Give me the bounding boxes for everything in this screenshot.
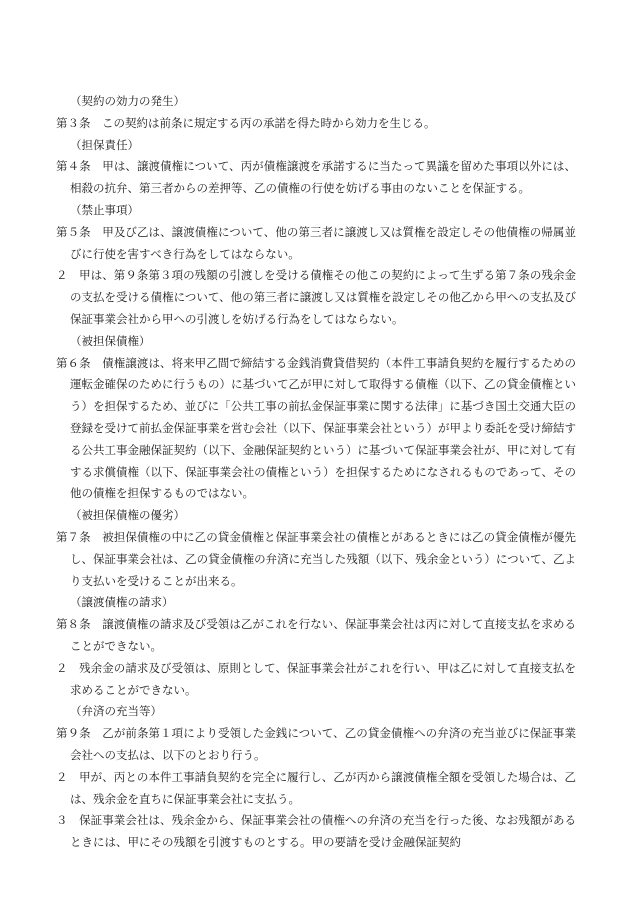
article-8-paragraph-2: ２ 残余金の請求及び受領は、原則として、保証事業会社がこれを行い、甲は乙に対して直接支払を求めることができない。 — [56, 660, 576, 697]
article-8: 第８条 譲渡債権の請求及び受領は乙がこれを行ない、保証事業会社は丙に対して直接支払を求めることができない。 — [56, 617, 576, 653]
section-heading: （被担保債権） — [70, 333, 151, 348]
article-5-paragraph-2: ２ 甲は、第９条第３項の残額の引渡しを受ける債権その他この契約によって生ずる第７条の残余金の支払を受ける債権について、他の第三者に譲渡し又は質権を設定しその他乙から甲への支払及び保証事業会社から甲への引渡しを妨げる行為をしてはならない。 — [56, 268, 576, 326]
article-4: 第４条 甲は、譲渡債権について、丙が債権譲渡を承諾するに当たって異議を留めた事項以外には、相殺の抗弁、第三者からの差押等、乙の債権の行使を妨げる事由のないことを保証する。 — [56, 159, 576, 196]
article-9-paragraph-3: ３ 保証事業会社は、残余金から、保証事業会社の債権への弁済の充当を行った後、なお残額があるときには、甲にその残額を引渡すものとする。甲の要請を受け金融保証契約 — [56, 813, 576, 850]
article-9: 第９条 乙が前条第１項により受領した金銭について、乙の貸金債権への弁済の充当並びに保証事業会社への支払は、以下のとおり行う。 — [56, 726, 576, 762]
article-7: 第７条 被担保債権の中に乙の貸金債権と保証事業会社の債権とがあるときには乙の貸金債権が優先し、保証事業会社は、乙の貸金債権の弁済に充当した残額（以下、残余金という）について、乙より支払いを受けることが出来る。 — [56, 529, 576, 588]
article-5: 第５条 甲及び乙は、譲渡債権について、他の第三者に譲渡し又は質権を設定しその他債権の帰属並びに行使を害すべき行為をしてはならない。 — [56, 224, 576, 261]
article-6: 第６条 債権譲渡は、将来甲乙間で締結する金銭消費貸借契約（本件工事請負契約を履行するための運転金確保のために行うもの）に基づいて乙が甲に対して取得する債権（以下、乙の貸金債権という）を担保するため、並びに「公共工事の前払金保証事業に関する法律」に基づき国土交通大臣の登録を受けて前払金保証事業を営む会社（以下、保証事業会社という）が甲より委託を受け締結する公共工事金融保証契約（以下、金融保証契約という）に基づいて保証事業会社が、甲に対して有する求償債権（以下、保証事業会社の債権という）を担保するためになされるものであって、その他の債権を担保するものではない。 — [56, 355, 576, 501]
section-heading: （被担保債権の優劣） — [70, 508, 185, 523]
section-heading: （担保責任） — [70, 137, 139, 152]
article-3: 第３条 この契約は前条に規定する丙の承諾を得た時から効力を生じる。 — [56, 115, 436, 130]
section-heading: （契約の効力の発生） — [70, 94, 185, 108]
section-heading: （禁止事項） — [70, 202, 139, 217]
article-9-paragraph-2: ２ 甲が、丙との本件工事請負契約を完全に履行し、乙が丙から譲渡債権全額を受領した場合は、乙は、残余金を直ちに保証事業会社に支払う。 — [56, 769, 576, 806]
section-heading: （弁済の充当等） — [70, 704, 162, 719]
contract-text — [56, 91, 576, 854]
section-heading: （譲渡債権の請求） — [70, 595, 174, 610]
